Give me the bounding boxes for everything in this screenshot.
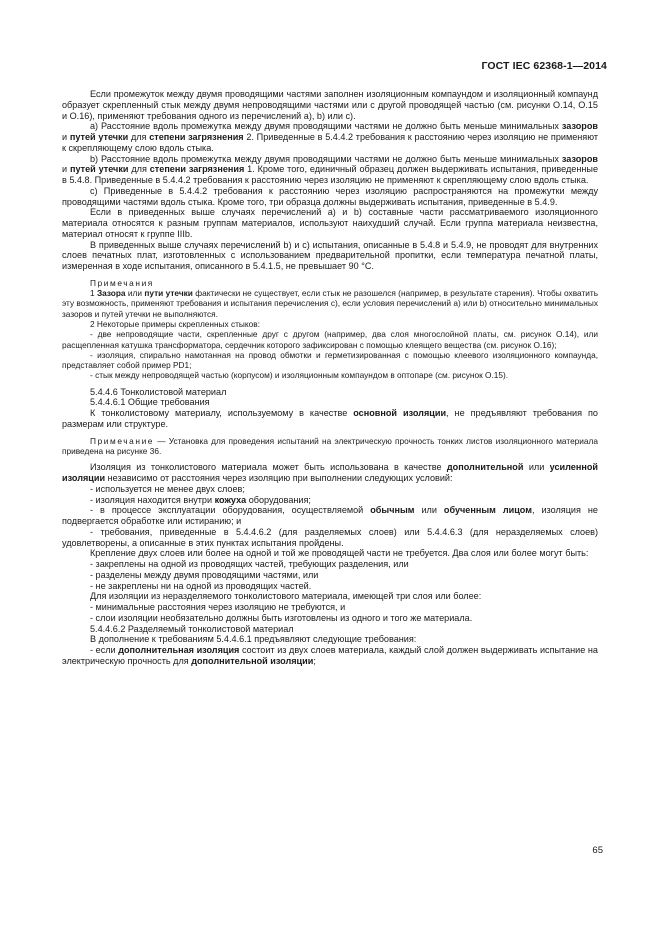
bold-term: дополнительной изоляции — [191, 655, 314, 666]
section-5-4-4-6 — [62, 387, 598, 430]
bold-term: дополнительной — [446, 462, 524, 473]
list-item: - требования, приведенные в 5.4.4.6.2 (для разделяемых слоев) или 5.4.4.6.3 (для неразделяемых слоев) удовлетворены, а описанные в этих пунктах испытания пройдены. — [62, 526, 598, 548]
list-item: - в процессе эксплуатации оборудования, осуществляемой обычным или обученным лицом, изоляция не подвергается обработке или истиранию; и — [62, 505, 598, 527]
note-item: 2 Некоторые примеры скрепленных стыков: — [90, 318, 260, 329]
note-item: - стык между непроводящей частью (корпусом) и изоляционным компаундом в оптопаре (см. рисунок O.15). — [90, 370, 509, 381]
intro-paragraphs — [62, 89, 598, 272]
bold-term: основной изоляции — [353, 408, 447, 419]
bold-term: зазоров — [561, 121, 598, 132]
bold-term: путей утечки — [69, 132, 129, 142]
bold-term: кожуха — [214, 494, 247, 505]
subsection-heading: 5.4.4.6.1 Общие требования — [90, 397, 210, 408]
note-block — [62, 436, 598, 457]
paragraph: b) Расстояние вдоль промежутка между двумя проводящими частями не должно быть меньше минимальных зазоров и путей утечки для степени загрязнения 1. Кроме того, единичный образец должен выдерживать испытания, приведенные в 5.4.8. Приведенные в 5.4.4.2 требования к расстоянию через изоляцию не применяют к скрепляющему слою вдоль стыка. — [62, 153, 599, 185]
bold-term: степени загрязнения — [149, 164, 245, 175]
note-label: Примечание — [90, 435, 155, 446]
bold-term: путей утечки — [69, 164, 129, 175]
paragraph: Для изоляции из неразделяемого тонколистового материала, имеющей три слоя или более: — [90, 591, 482, 602]
paragraph: Крепление двух слоев или более на одной и той же проводящей части не требуется. Два слоя или более могут быть: — [90, 548, 589, 559]
bold-term: дополнительная изоляция — [118, 645, 240, 656]
list-item: - минимальные расстояния через изоляцию не требуются, и — [90, 602, 346, 613]
bold-term: усиленной изоляции — [62, 462, 598, 484]
bold-term: пути утечки — [144, 288, 193, 299]
bold-term: обычным — [370, 505, 415, 516]
bold-term: зазоров — [561, 153, 598, 164]
notes-block — [62, 278, 598, 381]
list-item: - не закреплены ни на одной из проводящих частей. — [90, 580, 312, 591]
paragraph: a) Расстояние вдоль промежутка между двумя проводящими частями не должно быть меньше минимальных зазоров и путей утечки для степени загрязнения 2. Приведенные в 5.4.4.2 требования к расстоянию через изоляцию не применяют к скрепляющему слою вдоль стыка. — [62, 121, 599, 153]
paragraph: В приведенных выше случаях перечислений b) и c) испытания, описанные в 5.4.8 и 5.4.9, не проводят для внутренних слоев печатных плат, изготовленных с использованием предварительной пропитки, если температура печатной платы, измеренная в ходе испытания, описанного в 5.4.1.5, не превышает 90 °C. — [62, 239, 598, 271]
note-item: 1 Зазора или пути утечки фактически не существует, если стык не разошелся (например, в результате старения). Чтобы охватить эту возможность, применяют требования и испытания перечисления c), если условия перечислений a) или b) относительно минимальных зазоров и путей утечки не выполняются. — [62, 288, 599, 319]
note-item: - изоляция, спирально намотанная на провод обмотки и герметизированная с помощью клеевого изоляционного компаунда, представляет собой пример PD1; — [62, 349, 598, 371]
paragraph: c) Приведенные в 5.4.4.2 требования к расстоянию через изоляцию распространяются на промежутки между проводящими частями вдоль стыка. Кроме того, три образца должны выдерживать испытания, приведенные в 5.4.9. — [62, 185, 598, 207]
notes-title: Примечания — [90, 277, 154, 288]
paragraph: Если в приведенных выше случаях перечислений a) и b) составные части рассматриваемого изоляционного материала относятся к разным группам материалов, используют наихудший случай. Если группа материала неизвестна, материал относят к группе IIIb. — [62, 207, 598, 239]
list-item: - разделены между двумя проводящими частями, или — [90, 569, 319, 580]
note-item: - две непроводящие части, скрепленные друг с другом (например, два слоя многослойной платы, см. рисунок O.14), или расщепленная катушка трансформатора, сердечник которого зафиксирован с помощью клеящего вещества (см. рисунок O.16); — [62, 329, 598, 350]
paragraph: К тонколистовому материалу, используемому в качестве основной изоляции, не предъявляют требования по размерам или структуре. — [62, 408, 598, 429]
main-paragraphs — [62, 462, 598, 666]
subsection-heading: 5.4.4.6.2 Разделяемый тонколистовой материал — [90, 623, 294, 634]
list-item: - используется не менее двух слоев; — [90, 483, 245, 494]
document-body — [62, 89, 598, 667]
section-heading: 5.4.4.6 Тонколистовой материал — [90, 386, 227, 397]
list-item: - закреплены на одной из проводящих частей, требующих разделения, или — [90, 559, 409, 570]
bold-term: степени загрязнения — [149, 132, 244, 142]
paragraph: Если промежуток между двумя проводящими частями заполнен изоляционным компаундом и изоляционный компаунд образует скрепленный стык между двумя непроводящими частями или с другой проводящей частью (см. рисунки O.14, O.15 и O.16), применяют требования одного из перечислений a), b) или c). — [62, 89, 598, 121]
note-text: Примечание — Установка для проведения испытаний на электрическую прочность тонких листов изоляционного материала приведена на рисунке 36. — [62, 435, 598, 457]
bold-term: обученным лицом — [443, 505, 532, 516]
list-item: - слои изоляции необязательно должны быть изготовлены из одного и того же материала. — [90, 612, 473, 623]
paragraph: Изоляция из тонколистового материала может быть использована в качестве дополнительной или усиленной изоляции независимо от расстояния через изоляцию при выполнении следующих условий: — [62, 462, 598, 484]
document-code-header: ГОСТ IEC 62368-1—2014 — [481, 60, 607, 72]
bold-term: Зазора — [96, 288, 126, 299]
list-item: - если дополнительная изоляция состоит из двух слоев материала, каждый слой должен выдерживать испытание на электрическую прочность для дополнительной изоляции; — [62, 645, 598, 666]
list-item: - изоляция находится внутри кожуха оборудования; — [90, 494, 311, 505]
page-number: 65 — [592, 845, 603, 856]
paragraph: В дополнение к требованиям 5.4.4.6.1 предъявляют следующие требования: — [90, 634, 417, 645]
